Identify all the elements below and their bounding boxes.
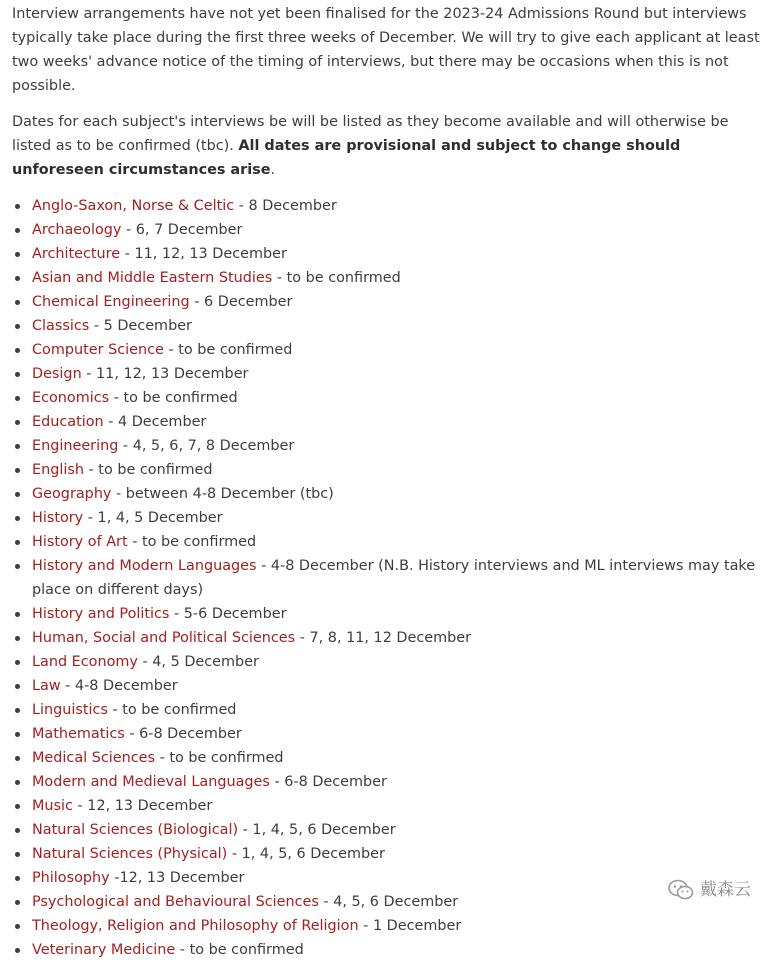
subject-interview-dates: - 4, 5 December — [137, 654, 259, 670]
subject-link[interactable]: Natural Sciences (Biological) — [32, 822, 239, 838]
subject-link[interactable]: Archaeology — [32, 222, 122, 238]
subject-link[interactable]: Mathematics — [32, 726, 125, 742]
subject-list-item — [12, 842, 764, 866]
subject-interview-dates: - 4, 5, 6 December — [318, 894, 459, 910]
subject-interview-dates: - 6, 7 December — [121, 222, 243, 238]
watermark-text: 戴森云 — [700, 880, 751, 900]
article-content — [12, 2, 764, 962]
subject-list-item — [12, 650, 764, 674]
subject-interview-dates: - 6-8 December — [124, 726, 242, 742]
subject-link[interactable]: Modern and Medieval Languages — [32, 774, 270, 790]
subject-interview-dates: -12, 13 December — [109, 870, 245, 886]
wechat-icon — [668, 879, 694, 901]
subject-interview-dates: - to be confirmed — [175, 942, 304, 958]
intro-paragraph-2-end: . — [270, 162, 276, 178]
subject-link[interactable]: English — [32, 462, 84, 478]
subject-link[interactable]: Psychological and Behavioural Sciences — [32, 894, 319, 910]
subject-interview-dates: - 4-8 December — [60, 678, 178, 694]
subject-interview-dates: - 5-6 December — [169, 606, 287, 622]
subject-interview-dates: - between 4-8 December (tbc) — [111, 486, 334, 502]
subject-list-item — [12, 218, 764, 242]
subject-interview-dates: - 6-8 December — [269, 774, 387, 790]
subject-list-item — [12, 362, 764, 386]
subject-link[interactable]: Veterinary Medicine — [32, 942, 176, 958]
subject-list-item — [12, 530, 764, 554]
subject-interview-dates: - 11, 12, 13 December — [120, 246, 287, 262]
subject-list-item — [12, 890, 764, 914]
subject-list-item — [12, 626, 764, 650]
subject-interview-dates: - 5 December — [89, 318, 192, 334]
subject-list — [12, 194, 764, 962]
subject-list-item — [12, 866, 764, 890]
provisional-notice: All dates are provisional and subject to change should unforeseen circumstances arise — [12, 138, 681, 178]
subject-link[interactable]: Computer Science — [32, 342, 164, 358]
subject-list-item — [12, 242, 764, 266]
subject-list-item — [12, 794, 764, 818]
subject-link[interactable]: Engineering — [32, 438, 119, 454]
subject-list-item — [12, 434, 764, 458]
subject-list-item — [12, 698, 764, 722]
subject-link[interactable]: Medical Sciences — [32, 750, 155, 766]
intro-paragraph-1: Interview arrangements have not yet been finalised for the 2023-24 Admissions Round but interviews typically take place during the first three weeks of December. We will try to give each applicant at least two weeks' advance notice of the timing of interviews, but there may be occasions when this is not possible. — [12, 6, 760, 94]
subject-list-item — [12, 722, 764, 746]
subject-link[interactable]: Design — [32, 366, 82, 382]
subject-interview-dates: - to be confirmed — [107, 702, 237, 718]
subject-interview-dates: - 4, 5, 6, 7, 8 December — [118, 438, 295, 454]
subject-interview-dates: - 1, 4, 5, 6 December — [227, 846, 385, 862]
subject-interview-dates: - 4 December — [103, 414, 207, 430]
subject-list-item — [12, 938, 764, 962]
subject-interview-dates: - 1 December — [358, 918, 462, 934]
subject-list-item — [12, 602, 764, 626]
subject-list-item — [12, 386, 764, 410]
subject-list-item — [12, 194, 764, 218]
subject-interview-dates: - to be confirmed — [109, 390, 238, 406]
subject-link[interactable]: History and Politics — [32, 606, 170, 622]
subject-list-item — [12, 338, 764, 362]
subject-link[interactable]: Anglo-Saxon, Norse & Celtic — [32, 198, 235, 214]
subject-link[interactable]: Chemical Engineering — [32, 294, 190, 310]
subject-interview-dates: - 7, 8, 11, 12 December — [295, 630, 472, 646]
watermark — [668, 878, 751, 902]
subject-link[interactable]: History — [32, 510, 84, 526]
intro-paragraph-2-text: Dates for each subject's interviews be will be listed as they become available and will otherwise be listed as to be confirmed (tbc). — [12, 114, 729, 154]
subject-link[interactable]: Geography — [32, 486, 112, 502]
subject-list-item — [12, 770, 764, 794]
subject-interview-dates: - 12, 13 December — [72, 798, 213, 814]
intro-paragraph-2 — [12, 110, 764, 182]
subject-link[interactable]: Economics — [32, 390, 110, 406]
subject-interview-dates: - to be confirmed — [155, 750, 284, 766]
subject-list-item — [12, 554, 764, 602]
subject-interview-dates: - 1, 4, 5, 6 December — [238, 822, 396, 838]
subject-link[interactable]: History and Modern Languages — [32, 558, 257, 574]
subject-link[interactable]: Asian and Middle Eastern Studies — [32, 270, 273, 286]
subject-list-item — [12, 746, 764, 770]
subject-list-item — [12, 314, 764, 338]
subject-interview-dates: - 8 December — [234, 198, 337, 214]
subject-list-item — [12, 458, 764, 482]
subject-list-item — [12, 290, 764, 314]
subject-list-item — [12, 410, 764, 434]
subject-link[interactable]: Philosophy — [32, 870, 110, 886]
subject-link[interactable]: Human, Social and Political Sciences — [32, 630, 296, 646]
subject-link[interactable]: Natural Sciences (Physical) — [32, 846, 228, 862]
subject-list-item — [12, 818, 764, 842]
subject-list-item — [12, 266, 764, 290]
subject-link[interactable]: Linguistics — [32, 702, 108, 718]
subject-link[interactable]: Education — [32, 414, 104, 430]
subject-interview-dates: - to be confirmed — [127, 534, 257, 550]
subject-list-item — [12, 482, 764, 506]
subject-link[interactable]: Land Economy — [32, 654, 138, 670]
subject-list-item — [12, 674, 764, 698]
subject-interview-dates: - 11, 12, 13 December — [81, 366, 249, 382]
subject-interview-dates: - to be confirmed — [163, 342, 293, 358]
subject-interview-dates: - 1, 4, 5 December — [83, 510, 223, 526]
subject-link[interactable]: Classics — [32, 318, 90, 334]
subject-link[interactable]: Architecture — [32, 246, 121, 262]
subject-interview-dates: - 4-8 December (N.B. History interviews and ML interviews may take place on different days) — [32, 558, 756, 598]
subject-interview-dates: - to be confirmed — [272, 270, 401, 286]
subject-interview-dates: - to be confirmed — [83, 462, 213, 478]
subject-link[interactable]: History of Art — [32, 534, 128, 550]
subject-link[interactable]: Music — [32, 798, 73, 814]
subject-link[interactable]: Theology, Religion and Philosophy of Religion — [32, 918, 359, 934]
subject-list-item — [12, 506, 764, 530]
subject-link[interactable]: Law — [32, 678, 61, 694]
subject-list-item — [12, 914, 764, 938]
subject-interview-dates: - 6 December — [189, 294, 293, 310]
